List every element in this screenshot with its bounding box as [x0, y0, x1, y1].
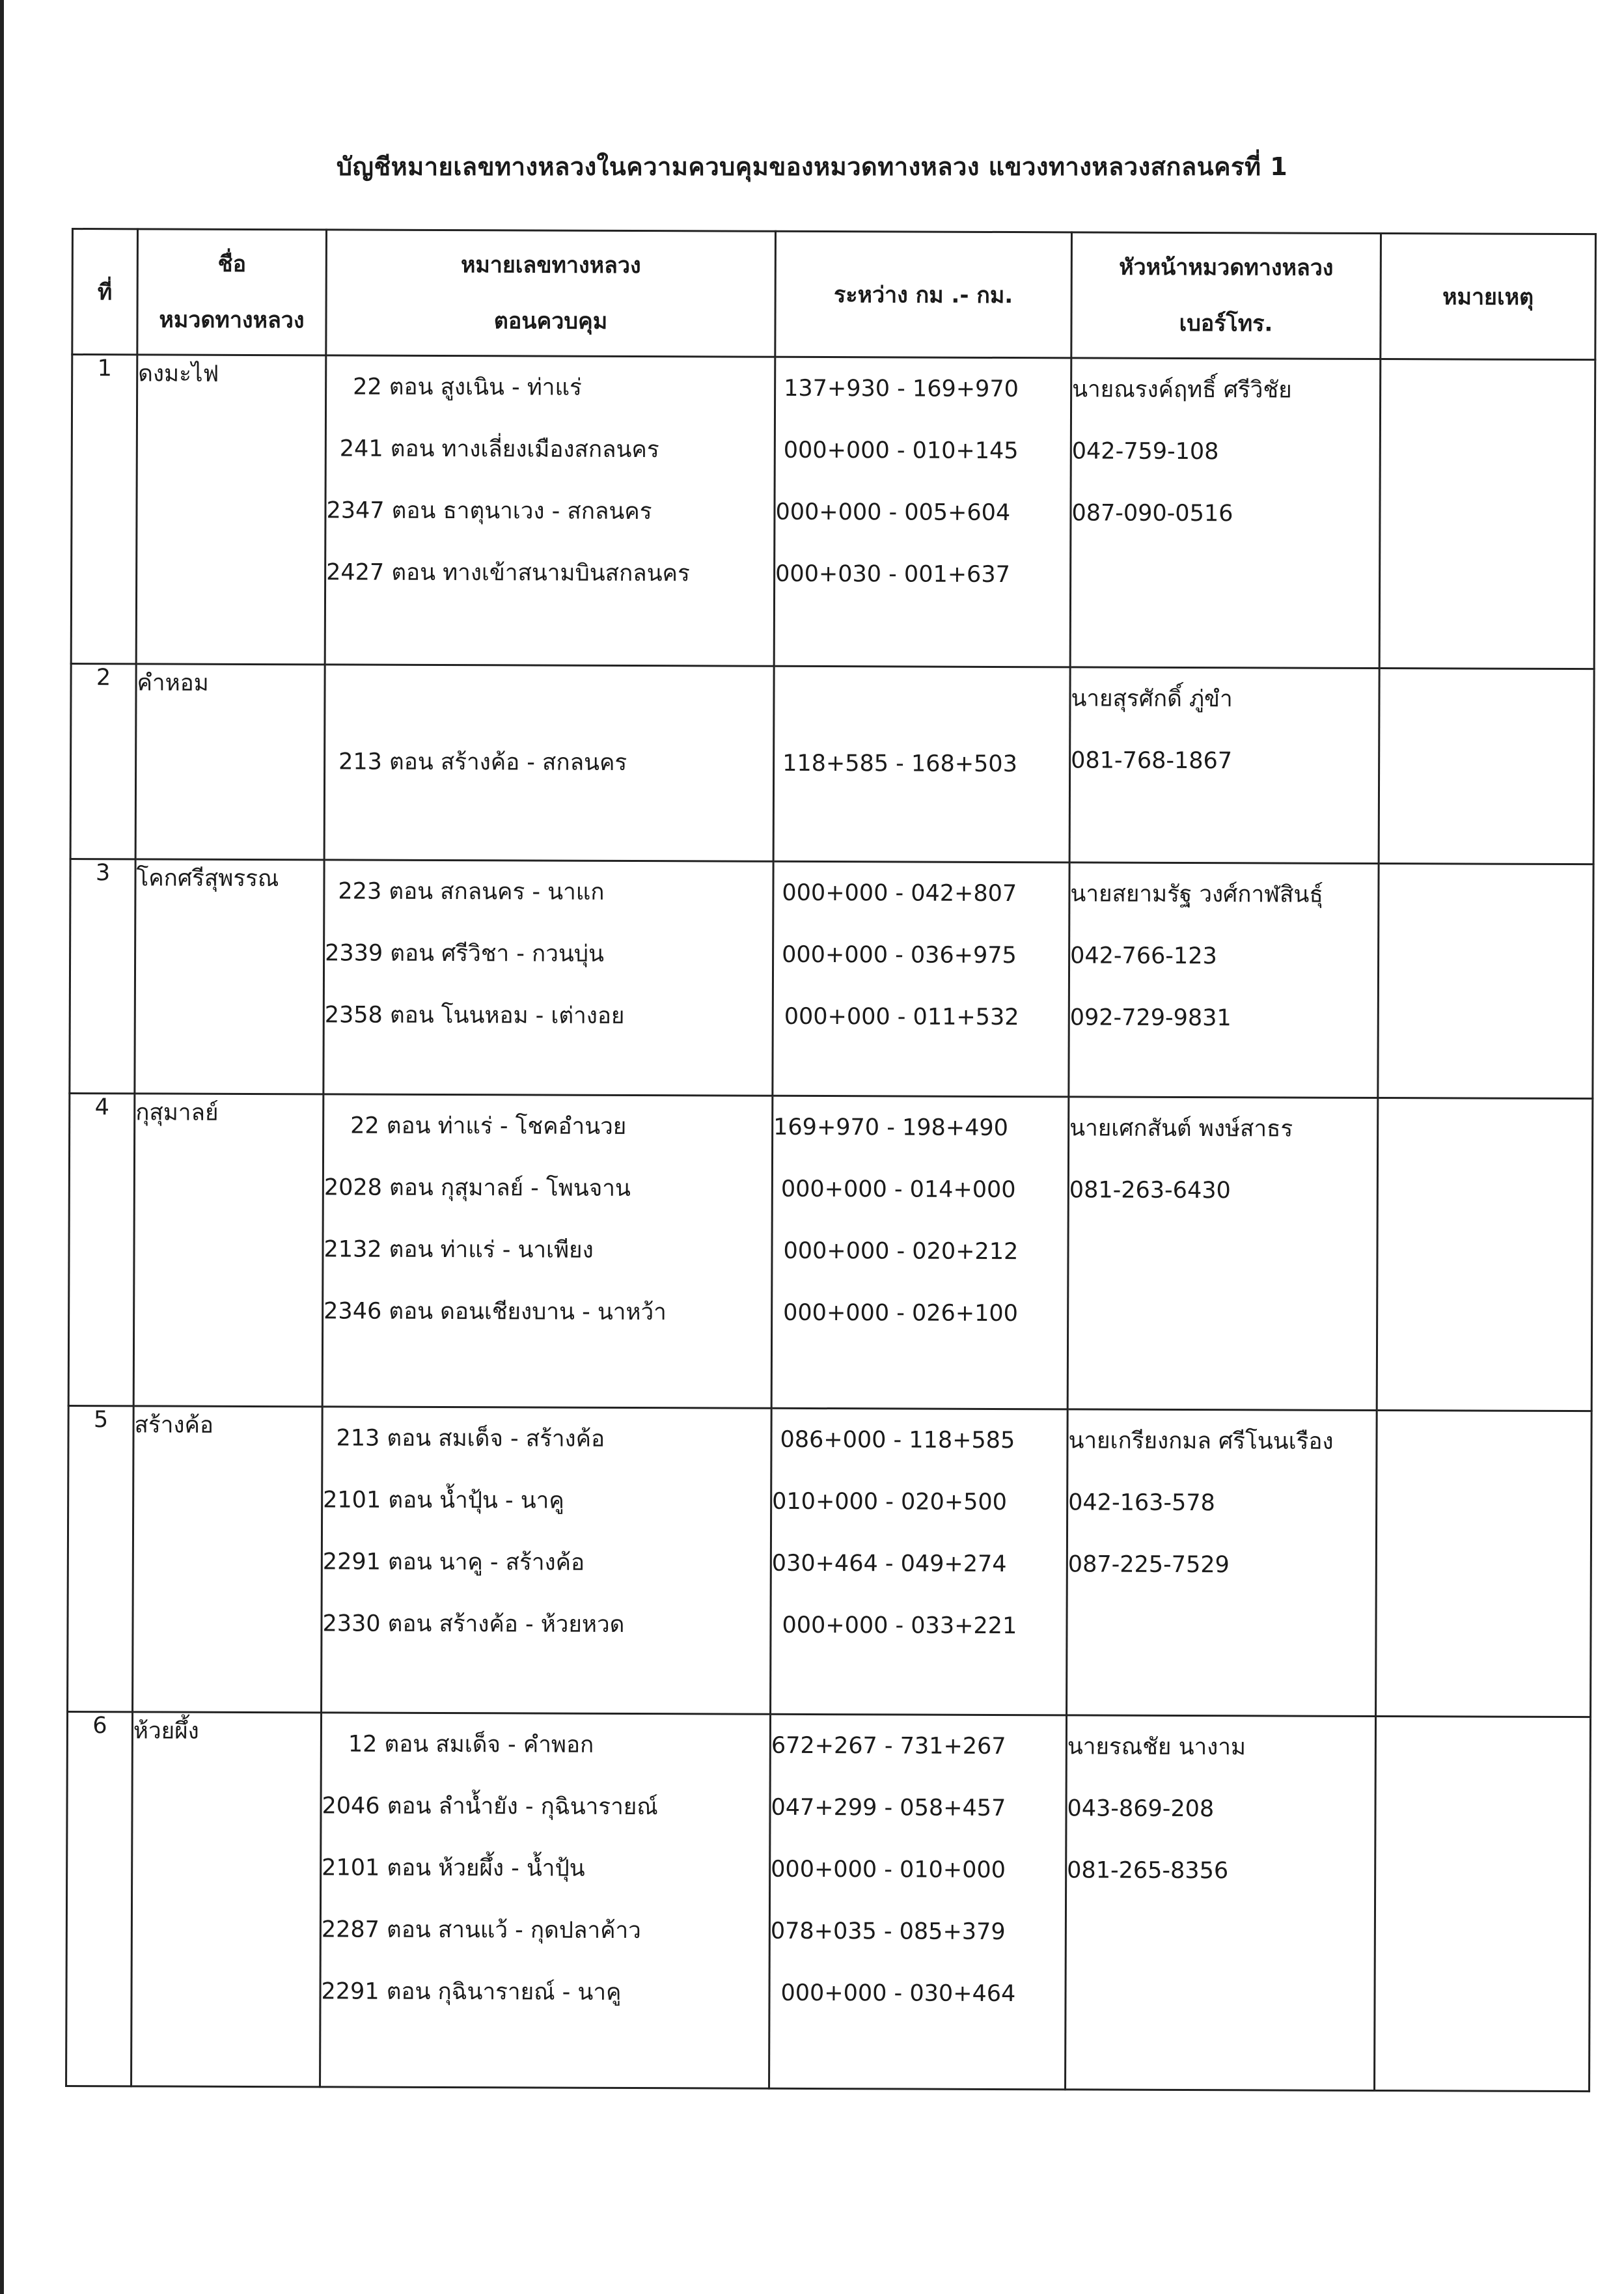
km-cell — [774, 357, 1071, 667]
unit-name: สร้างค้อ — [133, 1406, 323, 1713]
header-unit-line: หมวดทางหลวง — [159, 307, 305, 334]
km-range: 000+000 - 010+145 — [783, 437, 1019, 465]
route-line: 2339 ตอน ศรีวิชา - กวนบุ่น — [325, 940, 605, 967]
header-route-line: หมายเลขทางหลวง — [460, 252, 641, 279]
route-line: 2101 ตอน ห้วยผึ้ง - น้ำปุ้น — [322, 1855, 585, 1882]
route-line: 22 ตอน ท่าแร่ - โชคอำนวย — [350, 1112, 627, 1140]
remark-cell — [1375, 1717, 1591, 2092]
remark-cell — [1377, 1098, 1593, 1411]
unit-name: ดงมะไฟ — [136, 355, 326, 665]
header-route — [326, 230, 776, 357]
route-line: 2347 ตอน ธาตุนาเวง - สกลนคร — [326, 497, 652, 525]
unit-name: กุสุมาลย์ — [133, 1094, 323, 1407]
head-phone: 081-263-6430 — [1069, 1177, 1231, 1204]
head-cell — [1069, 667, 1379, 864]
km-cell — [771, 1096, 1069, 1409]
head-name: นายรณชัย นางาม — [1067, 1734, 1246, 1761]
route-line: 2427 ตอน ทางเข้าสนามบินสกลนคร — [326, 559, 690, 587]
route-line: 2291 ตอน กุฉินารายณ์ - นาคู — [321, 1978, 622, 2006]
header-row — [72, 229, 1596, 360]
scan-edge — [0, 0, 4, 2294]
head-phone: 081-768-1867 — [1071, 747, 1233, 775]
km-range: 000+000 - 020+212 — [783, 1237, 1019, 1265]
head-name: นายสยามรัฐ วงศ์กาฬสินธุ์ — [1070, 881, 1323, 908]
km-range: 000+000 - 026+100 — [783, 1299, 1019, 1327]
row-number: 2 — [70, 664, 136, 859]
header-no: ที่ — [72, 229, 138, 355]
km-range: 047+299 - 058+457 — [771, 1794, 1006, 1822]
km-range: 000+000 - 042+807 — [782, 879, 1017, 907]
remark-cell — [1379, 359, 1595, 669]
table-row — [68, 1405, 1592, 1717]
km-range: 030+464 - 049+274 — [771, 1550, 1007, 1578]
km-range: 000+000 - 036+975 — [782, 941, 1017, 969]
header-km: ระหว่าง กม .- กม. — [775, 231, 1072, 358]
header-unit — [137, 229, 327, 355]
row-number: 4 — [68, 1093, 135, 1405]
head-cell — [1070, 358, 1381, 669]
unit-name: คำหอม — [135, 664, 325, 860]
remark-cell — [1379, 669, 1594, 864]
head-cell — [1069, 863, 1379, 1098]
head-phone: 042-163-578 — [1068, 1489, 1215, 1517]
route-cell — [322, 1407, 772, 1714]
route-cell — [320, 1713, 771, 2088]
km-range: 086+000 - 118+585 — [780, 1426, 1015, 1454]
km-range: 000+000 - 014+000 — [780, 1176, 1016, 1204]
route-line: 2330 ตอน สร้างค้อ - ห้วยหวด — [322, 1610, 625, 1638]
header-head-line: หัวหน้าหมวดทางหลวง — [1119, 254, 1334, 281]
page-title: บัญชีหมายเลขทางหลวงในความควบคุมของหมวดทางหลวง แขวงทางหลวงสกลนครที่ 1 — [336, 152, 1288, 181]
head-cell — [1067, 1097, 1378, 1411]
header-head-line: เบอร์โทร. — [1179, 310, 1273, 337]
row-number: 5 — [68, 1405, 134, 1711]
head-phone: 042-766-123 — [1070, 943, 1217, 970]
km-cell — [771, 1408, 1068, 1715]
km-range: 000+000 - 033+221 — [782, 1612, 1017, 1640]
route-line: 12 ตอน สมเด็จ - คำพอก — [348, 1731, 594, 1758]
header-route-line: ตอนควบคุม — [493, 308, 608, 335]
route-line: 2028 ตอน กุสุมาลย์ - โพนจาน — [323, 1174, 631, 1202]
km-range: 672+267 - 731+267 — [771, 1732, 1006, 1760]
head-phone: 087-225-7529 — [1067, 1551, 1230, 1579]
head-phone: 042-759-108 — [1071, 438, 1219, 465]
km-cell — [773, 861, 1069, 1097]
unit-name: โคกศรีสุพรรณ — [135, 859, 324, 1094]
remark-cell — [1376, 1411, 1592, 1717]
table-row — [68, 1093, 1593, 1411]
row-number: 3 — [70, 859, 135, 1093]
route-line: 2132 ตอน ท่าแร่ - นาเพียง — [323, 1236, 594, 1264]
route-line: 2046 ตอน ลำน้ำยัง - กุฉินารายณ์ — [322, 1793, 658, 1821]
head-phone: 043-869-208 — [1067, 1795, 1215, 1823]
route-line: 241 ตอน ทางเลี่ยงเมืองสกลนคร — [339, 435, 659, 463]
route-cell — [324, 665, 774, 861]
head-cell — [1066, 1715, 1376, 2091]
km-cell — [769, 1714, 1067, 2090]
route-line: 213 ตอน สร้างค้อ - สกลนคร — [338, 749, 627, 776]
head-phone: 081-265-8356 — [1067, 1857, 1229, 1885]
km-range: 118+585 - 168+503 — [782, 750, 1017, 778]
unit-name: ห้วยผึ้ง — [131, 1712, 322, 2087]
route-line: 2346 ตอน ดอนเชียงบาน - นาหว้า — [323, 1298, 667, 1326]
highway-table — [65, 228, 1597, 2092]
header-remark: หมายเหตุ — [1381, 234, 1596, 360]
header-unit-line: ชื่อ — [217, 251, 247, 277]
km-range: 010+000 - 020+500 — [772, 1488, 1007, 1516]
km-range: 000+000 - 005+604 — [775, 499, 1011, 527]
km-cell — [773, 666, 1070, 863]
table-row — [66, 1711, 1591, 2091]
route-cell — [325, 355, 775, 666]
head-name: นายสุรศักดิ์ ภู่ขำ — [1071, 685, 1233, 713]
head-name: นายเกรียงกมล ศรีโนนเรือง — [1068, 1428, 1334, 1455]
route-line: 2358 ตอน โนนหอม - เต่างอย — [324, 1002, 625, 1029]
row-number: 1 — [71, 355, 137, 664]
route-line: 22 ตอน สูงเนิน - ท่าแร่ — [353, 374, 582, 401]
route-line: 213 ตอน สมเด็จ - สร้างค้อ — [336, 1425, 605, 1452]
route-cell — [323, 860, 773, 1096]
header-head — [1071, 232, 1381, 359]
table-row — [70, 664, 1594, 864]
head-cell — [1067, 1409, 1377, 1717]
head-phone: 092-729-9831 — [1069, 1004, 1232, 1032]
head-name: นายเศกสันต์ พงษ์สาธร — [1069, 1115, 1293, 1142]
km-range: 000+030 - 001+637 — [775, 560, 1010, 588]
route-cell — [322, 1094, 773, 1408]
route-line: 2101 ตอน น้ำปุ้น - นาคู — [323, 1487, 564, 1514]
km-range: 000+000 - 030+464 — [780, 1980, 1016, 2008]
route-line: 2291 ตอน นาคู - สร้างค้อ — [322, 1549, 585, 1576]
head-name: นายณรงค์ฤทธิ์ ศรีวิชัย — [1072, 376, 1292, 404]
route-line: 223 ตอน สกลนคร - นาแก — [338, 878, 605, 905]
km-range: 078+035 - 085+379 — [770, 1918, 1006, 1946]
route-line: 2287 ตอน สานแว้ - กุดปลาค้าว — [321, 1916, 641, 1944]
km-range: 000+000 - 011+532 — [784, 1003, 1019, 1031]
table-row — [71, 355, 1595, 669]
row-number: 6 — [66, 1711, 133, 2086]
km-range: 000+000 - 010+000 — [771, 1856, 1006, 1884]
km-range: 169+970 - 198+490 — [773, 1114, 1009, 1142]
head-phone: 087-090-0516 — [1071, 500, 1233, 527]
remark-cell — [1378, 864, 1593, 1099]
km-range: 137+930 - 169+970 — [784, 375, 1019, 403]
table-row — [70, 859, 1593, 1098]
